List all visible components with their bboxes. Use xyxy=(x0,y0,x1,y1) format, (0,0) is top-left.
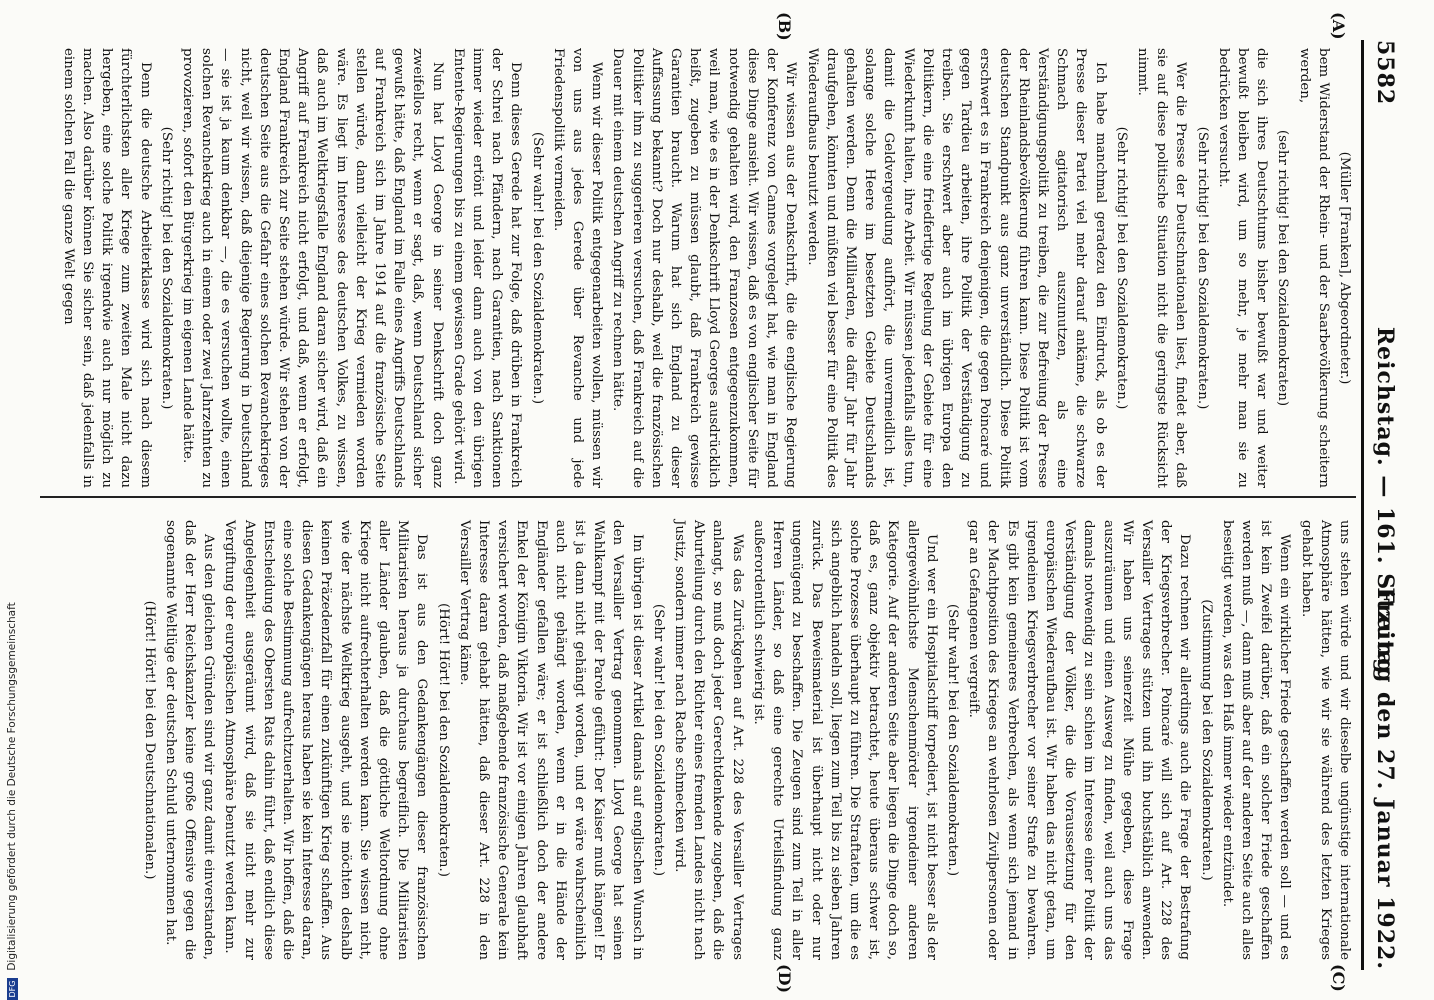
page-title: Reichstag. — 161. Sitzung. xyxy=(1372,326,1398,684)
margin-marker-d: (D) xyxy=(775,964,794,994)
page-header xyxy=(1361,40,1404,970)
margin-marker-a: (A) xyxy=(1329,12,1348,40)
interjection-text: (sehr richtig! bei den Sozialdemokraten) xyxy=(1275,129,1291,407)
left-column xyxy=(57,48,1354,488)
paragraph: Aus den gleichen Gründen sind wir ganz damit einverstanden, daß der Herr Reichskanzler keine große Offensive gegen die sogenannte Weltlüge der deutschen Schuld unternommen hat. xyxy=(162,520,217,960)
interjection-text: (Sehr richtig! bei den Sozialdemokraten.) xyxy=(1194,126,1210,410)
interjection-text: (Zustimmung bei den Sozialdemokraten.) xyxy=(1198,599,1214,881)
interjection-text: (Sehr richtig! bei den Sozialdemokraten.) xyxy=(158,126,174,410)
interjection-text: (Hört! Hört! bei den Sozialdemokraten.) xyxy=(435,603,451,877)
paragraph: Wir wissen aus der Denkschrift, die die englische Regierung der Konferenz von Cannes vorgelegt hat, wie man in England diese Dinge ansieht. Wir wissen, daß es von englischer Seite für notwendig gehalten wird, den Franzosen entgegenzukommen, weil man, wie es in der Denkschrift Lloyd Georges ausdrücklich heißt, zugeben zu müssen glaubt, daß Frankreich gewisse Garantien braucht. Warum hat sich England zu dieser Auffassung bekannt? Doch nur deshalb, weil die französischen Politiker ihm zu suggerieren versuchen, daß Frankreich auf die Dauer mit einem deutschen Angriff zu rechnen hätte. xyxy=(610,48,799,488)
session-date: Freitag den 27. Januar 1922. xyxy=(1372,587,1398,970)
footer-text: Digitalisierung gefördert durch die Deutsche Forschungsgemeinschaft xyxy=(6,602,18,971)
paragraph: Was das Zurückgehen auf Art. 228 des Versailler Vertrages anlangt, so muß doch jeder Gerechtdenkende zugeben, daß die Aburteilung durch den Richter eines fremden Landes nicht nach Justiz, sondern immer nach Rache schmecken wird. xyxy=(672,520,745,960)
paragraph: Wer die Presse der Deutschnationalen liest, findet aber, daß sie auf diese politische Situation nicht die geringste Rücksicht nimmt. xyxy=(1134,48,1189,488)
page-number: 5582 xyxy=(1372,40,1398,106)
paragraph: bem Widerstand der Rhein- und der Saarbevölkerung scheitern werden, xyxy=(1296,48,1331,488)
interjection-text: (Müller [Franken], Abgeordneter.) xyxy=(1337,151,1352,385)
paragraph: Dazu rechnen wir allerdings auch die Frage der Bestrafung der Kriegsverbrecher. Poincaré will sich auf Art. 228 des Versailler Vertrages stützen und ihn buchstäblich anwenden. Wir haben uns seinerzeit Mühe gegeben, diese Frage auszuräumen und einen Ausweg zu finden, weil auch uns das damals notwendig zu sein schien im Interesse einer Politik der Verständigung der Völker, die die Voraussetzung für den europäischen Wiederaufbau ist. Wir haben das nicht getan, um irgendeinen Kriegsverbrecher vor seiner Strafe zu bewahren. Es gibt kein gemeineres Verbrechen, als wenn sich jemand in der Machtposition des Krieges an wehrlosen Zivilpersonen oder gar an Gefangenen vergreift. xyxy=(966,520,1193,960)
column-divider xyxy=(40,496,1356,498)
interjection-text: (Sehr wahr! bei den Sozialdemokraten.) xyxy=(529,131,545,405)
margin-marker-b: (B) xyxy=(775,12,794,41)
paragraph: Denn die deutsche Arbeiterklasse wird sich nach diesem fürchterlichsten aller Kriege zum zweiten Male nicht dazu hergeben, eine solche Politik irgendwie auch nur möglich zu machen. Also darüber können Sie sicher sein, daß jedenfalls in einem solchen Fall die ganze Welt gegen xyxy=(60,48,153,488)
margin-marker-c: (C) xyxy=(1329,964,1348,992)
dfg-logo-icon: DFG xyxy=(7,978,18,1000)
paragraph: Das ist aus den Gedankengängen dieser französischen Militaristen heraus ja durchaus begreiflich. Die Militaristen aller Länder glauben, daß die göttliche Weltordnung ohne Kriege nicht aufrechterhalten werden kann. Sie wissen nicht, wie der nächste Weltkrieg ausgeht, und sie möchten deshalb keinen Präzedenzfall für einen zukünftigen Krieg schaffen. Aus diesen Gedankengängen heraus haben sie kein Interesse daran, eine solche Bestimmung aufrechtzuerhalten. Wir hoffen, daß die Entscheidung des Obersten Rats dahin führt, daß endlich diese Angelegenheit ausgeräumt wird, daß sie nicht mehr zur Vergiftung der europäischen Atmosphäre benutzt werden kann. xyxy=(222,520,430,960)
paragraph: Im übrigen ist dieser Artikel damals auf englischen Wunsch in den Versailler Vertrag genommen. Lloyd George hat seinen Wahlkampf mit der Parole geführt: Der Kaiser muß hängen! Er ist ja dann nicht gehängt worden, und er wäre wahrscheinlich auch nicht gehängt worden, wenn er in die Hände der Engländer gefallen wäre; er ist schließlich doch der andere Enkel der Königin Viktoria. Wir ist vor einigen Jahren glaubhaft versichert worden, daß maßgebende französische Generale kein Interesse daran gehabt hätten, daß dieser Art. 228 in den Versailler Vertrag käme. xyxy=(456,520,645,960)
digitization-footer xyxy=(6,602,22,1000)
paragraph: Nun hat Lloyd George in seiner Denkschrift doch ganz zweifellos recht, wenn er sagt, daß, wenn Deutschland sicher gewußt hätte, daß England im Falle eines Angriffs Deutschlands auf Frankreich sich im Jahre 1914 auf die französische Seite stellen würde, dann vielleicht der Krieg vermieden worden wäre. Es liegt im Interesse des deutschen Volkes, zu wissen, daß auch im Weltkriegsfalle England daran sicher wird, daß ein Angriff auf Frankreich nicht erfolgt, und daß, wenn er erfolgt, England Frankreich zur Seite stehen würde. Wir stehen von der deutschen Seite aus die Gefahr eines solchen Revanchekrieges nicht, weil wir wissen, daß diejenige Regierung in Deutschland — sie ist ja kaum denkbar —, die es versuchen wollte, einen solchen Revanchekrieg auch in einem oder zwei Jahrzehnten zu provozieren, sofort den Bürgerkrieg im eigenen Lande hätte. xyxy=(180,48,445,488)
paragraph: uns stehen würde und wir dieselbe ungünstige internationale Atmosphäre hätten, wie wir sie während des letzten Krieges gehabt haben. xyxy=(1298,520,1352,960)
paragraph: Denn dieses Gerede hat zur Folge, daß drüben in Frankreich der Schrei nach Pfändern, nach Garantien, nach Sanktionen immer wieder ertönt und leider dann auch von den übrigen Entente-Regierungen bis zu einem gewissen Grade gehört wird. xyxy=(450,48,524,488)
interjection-text: (Hört! Hört! bei den Deutschnationalen.) xyxy=(141,600,157,880)
interjection-text: (Sehr wahr! bei den Sozialdemokraten.) xyxy=(944,603,960,877)
paragraph: Wenn wir dieser Politik entgegenarbeiten wollen, müssen wir von uns aus jedes Gerede über Revanche und jede Friedenspolitik vermeiden. xyxy=(550,48,605,488)
paragraph: Ich habe manchmal geradezu den Eindruck, als ob es der Presse dieser Partei viel mehr darauf ankäme, die schwarze Schmach agitatorisch auszunutzen, als eine Verständigungspolitik zu treiben, die zur Befreiung der Presse der Rheinlandsbevölkerung führen kann. Diese Politik ist vom deutschen Standpunkt aus ganz unverständlich. Diese Politik erschwert es in Frankreich denjenigen, die gegen Poincaré und gegen Tardieu arbeiten, ihre Politik der Verständigung zu treiben. Sie erschwert aber auch im übrigen Europa den Politikern, die eine friedfertige Regelung der Gebiete für eine Wiederkunft halten, ihre Arbeit. Wir müssen jedenfalls alles tun, damit die Geldvergeudung aufhört, die unvermeidlich ist, solange solche Heere im besetzten Gebiete Deutschlands gehalten werden. Denn die Milliarden, die dafür Jahr für Jahr draufgehen, könnten und müßten viel besser für eine Politik des Wiederaufbaus benutzt werden. xyxy=(804,48,1108,488)
interjection-text: (Sehr wahr! bei den Sozialdemokraten.) xyxy=(650,603,666,877)
paragraph: Und wer ein Hospitalschiff torpediert, ist nicht besser als der allergewöhnlichste Menschenmörder irgendeiner anderen Kategorie. Auf der anderen Seite aber liegen die Dinge doch so, daß es, ganz objektiv betrachtet, heute überaus schwer ist, solche Prozesse überhaupt zu führen. Die Straftaten, um die es sich angeblich handeln soll, liegen zum Teil bis zu sieben Jahren zurück. Das Beweismaterial ist überhaupt nicht oder nur ungenügend zu beschaffen. Die Zeugen sind zum Teil in aller Herren Länder, so daß eine gerechte Urteilsfindung ganz außerordentlich schwierig ist. xyxy=(750,520,939,960)
paragraph: Wenn ein wirklicher Friede geschaffen werden soll — und es ist kein Zweifel darüber, daß ein solcher Friede geschaffen werden muß —, dann muß aber auf der anderen Seite auch alles beseitigt werden, was den Haß immer wieder entzündet. xyxy=(1219,520,1293,960)
paragraph: die sich ihres Deutschtums bisher bewußt war und weiter bewußt bleiben wird, um so mehr, je mehr man sie zu bedrücken versucht. xyxy=(1215,48,1270,488)
right-column xyxy=(137,520,1354,960)
interjection-text: (Sehr richtig! bei den Sozialdemokraten.) xyxy=(1113,126,1129,410)
